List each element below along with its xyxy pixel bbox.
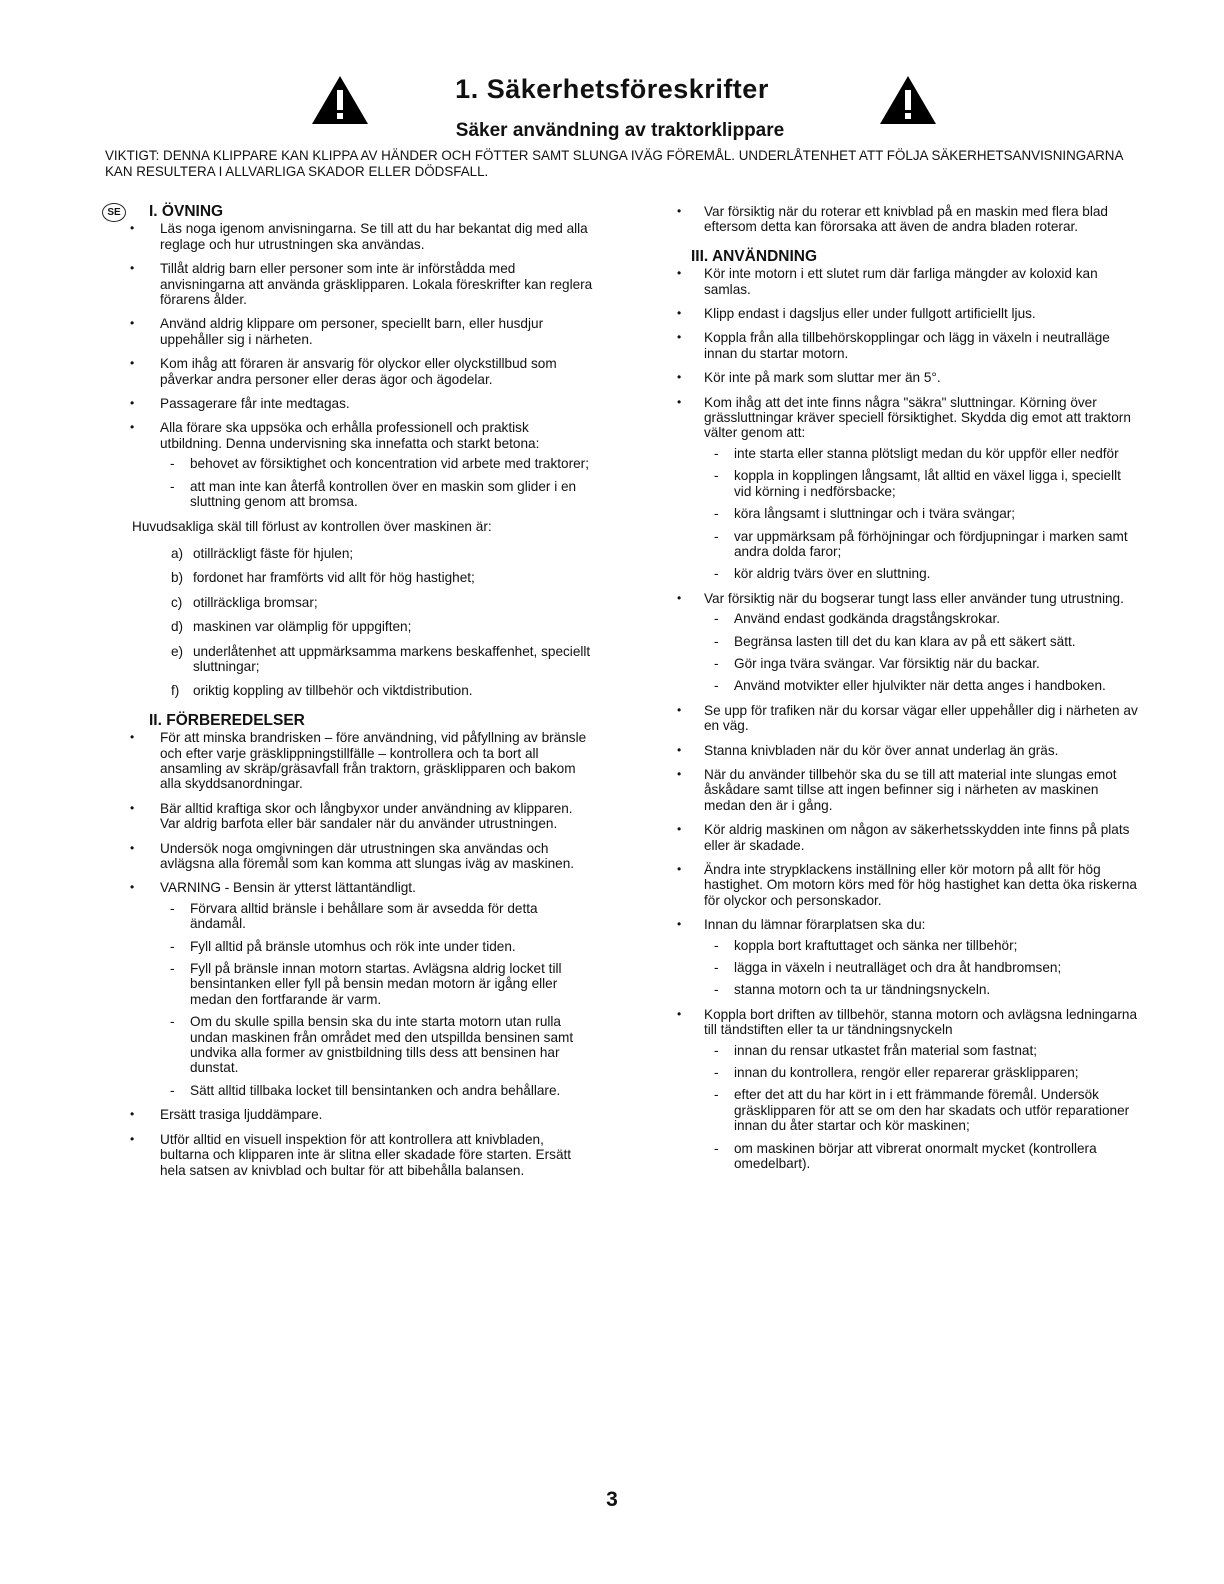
list-item: - behovet av försiktighet och koncentration vid arbete med traktorer; bbox=[160, 456, 594, 471]
list-item: • Koppla från alla tillbehörskopplingar och lägg in växeln i neutralläge innan du startar motorn. bbox=[672, 330, 1142, 361]
list-item: • Utför alltid en visuell inspektion för att kontrollera att knivbladen, bultarna och klipparen inte är slitna eller skadade före starten. Ersätt hela satsen av knivblad och bultar för att bibehålla balansen. bbox=[104, 1132, 594, 1178]
list-item bbox=[104, 595, 594, 610]
list-item bbox=[104, 570, 594, 585]
paragraph: Huvudsakliga skäl till förlust av kontrollen över maskinen är: bbox=[132, 518, 492, 534]
right-column bbox=[672, 204, 1142, 1181]
dash-list bbox=[160, 456, 594, 509]
list-letter: a) bbox=[171, 545, 184, 561]
list-item-text: otillräckligt fäste för hjulen; bbox=[193, 545, 354, 561]
list-item: • Kom ihåg att föraren är ansvarig för olyckor eller olyckstillbud som påverkar andra personer eller deras ägor och ägodelar. bbox=[104, 356, 594, 387]
warning-icon bbox=[878, 74, 938, 126]
list-item: - köra långsamt i sluttningar och i tvära svängar; bbox=[704, 506, 1142, 521]
list-item bbox=[104, 619, 594, 634]
bullet-list bbox=[672, 266, 1142, 1171]
list-item: • Ändra inte strypklackens inställning eller kör motorn på allt för hög hastighet. Om motorn körs med för hög hastighet kan detta öka riskerna för olyckor och personskador. bbox=[672, 862, 1142, 908]
list-item: - att man inte kan återfå kontrollen över en maskin som glider i en sluttning genom att bromsa. bbox=[160, 479, 594, 510]
list-item: • För att minska brandrisken – före användning, vid påfyllning av bränsle och efter varje gräsklippningstillfälle – kontrollera och ta bort all ansamling av skräp/gräsavfall från traktorn, gräsklipparen och bakom alla skyddsanordningar. bbox=[104, 730, 594, 792]
bullet-list bbox=[672, 204, 1142, 235]
list-item: - inte starta eller stanna plötsligt medan du kör uppför eller nedför bbox=[704, 446, 1142, 461]
page-subtitle: Säker användning av traktorklippare bbox=[455, 120, 785, 141]
list-item: • Kör aldrig maskinen om någon av säkerhetsskydden inte finns på plats eller är skadade. bbox=[672, 822, 1142, 853]
list-item-text: VARNING - Bensin är ytterst lättantändligt. bbox=[160, 880, 416, 896]
list-item: - om maskinen börjar att vibrerat onormalt mycket (kontrollera omedelbart). bbox=[704, 1141, 1142, 1172]
section-heading: I. ÖVNING bbox=[149, 203, 224, 220]
list-item bbox=[672, 591, 1142, 694]
list-item: • Använd aldrig klippare om personer, speciellt barn, eller husdjur uppehåller sig i närheten. bbox=[104, 316, 594, 347]
page-title: 1. Säkerhetsföreskrifter bbox=[455, 74, 769, 104]
list-item: • Kör inte på mark som sluttar mer än 5°. bbox=[672, 370, 1142, 385]
list-item: • Kör inte motorn i ett slutet rum där farliga mängder av koloxid kan samlas. bbox=[672, 266, 1142, 297]
language-badge-icon: SE bbox=[102, 203, 126, 222]
list-item: - Fyll på bränsle innan motorn startas. Avlägsna aldrig locket till bensintanken eller fyll på bensin medan motorn är igång eller medan den fortfarande är varm. bbox=[160, 961, 594, 1007]
bullet-list bbox=[104, 221, 594, 509]
list-item: - kör aldrig tvärs över en sluttning. bbox=[704, 566, 1142, 581]
list-item: - innan du kontrollera, rengör eller reparerar gräsklipparen; bbox=[704, 1065, 1142, 1080]
list-letter: b) bbox=[171, 570, 184, 586]
list-item: - Fyll alltid på bränsle utomhus och rök inte under tiden. bbox=[160, 939, 594, 954]
list-item bbox=[104, 683, 594, 698]
list-item: - Om du skulle spilla bensin ska du inte starta motorn utan rulla undan maskinen från området med den utspillda bensinen samt undvika alla former av gnistbildning tills dess att bensinen har dunstat. bbox=[160, 1014, 594, 1076]
list-item bbox=[104, 420, 594, 509]
list-item: - koppla bort kraftuttaget och sänka ner tillbehör; bbox=[704, 938, 1142, 953]
list-item: - innan du rensar utkastet från material som fastnat; bbox=[704, 1043, 1142, 1058]
dash-list bbox=[704, 611, 1142, 694]
list-item-text: oriktig koppling av tillbehör och viktdistribution. bbox=[193, 683, 473, 699]
dash-list bbox=[704, 446, 1142, 582]
list-item: • Klipp endast i dagsljus eller under fullgott artificiellt ljus. bbox=[672, 306, 1142, 321]
list-item: • Ersätt trasiga ljuddämpare. bbox=[104, 1107, 594, 1122]
list-letter: c) bbox=[171, 594, 183, 610]
list-item: • När du använder tillbehör ska du se till att material inte slungas emot åskådare samt tillse att ingen befinner sig i närheten av maskinen medan den är i gång. bbox=[672, 767, 1142, 813]
list-item: • Undersök noga omgivningen där utrustningen ska användas och avlägsna alla föremål som kan komma att slungas iväg av maskinen. bbox=[104, 841, 594, 872]
list-item: - var uppmärksam på förhöjningar och fördjupningar i marken samt andra dolda faror; bbox=[704, 529, 1142, 560]
page-number: 3 bbox=[606, 1488, 618, 1511]
list-item-text: Koppla bort driften av tillbehör, stanna motorn och avlägsna ledningarna till tändstiften eller ta ur tändningsnyckeln bbox=[704, 1006, 1138, 1038]
section-heading: III. ANVÄNDNING bbox=[691, 247, 818, 265]
list-item-text: underlåtenhet att uppmärksamma markens beskaffenhet, speciellt sluttningar; bbox=[193, 643, 591, 674]
dash-list bbox=[704, 938, 1142, 998]
list-item: • Se upp för trafiken när du korsar vägar eller uppehåller dig i närheten av en väg. bbox=[672, 703, 1142, 734]
important-notice: VIKTIGT: DENNA KLIPPARE KAN KLIPPA AV HÄNDER OCH FÖTTER SAMT SLUNGA IVÄG FÖREMÅL. UNDERLÅTENHET ATT FÖLJA SÄKERHETSANVISNINGARNA KAN RESULTERA I ALLVARLIGA SKADOR ELLER DÖDSFALL. bbox=[105, 148, 1123, 179]
list-item-text: Var försiktig när du bogserar tungt lass eller använder tung utrustning. bbox=[704, 590, 1124, 606]
list-item: • Tillåt aldrig barn eller personer som inte är införstådda med anvisningarna att använda gräsklipparen. Lokala föreskrifter kan reglera förarens ålder. bbox=[104, 261, 594, 307]
list-item: - efter det att du har kört in i ett främmande föremål. Undersök gräsklipparen för att se om den har skadats och utför reparationer innan du åter startar och kör maskinen; bbox=[704, 1087, 1142, 1133]
list-item-text: Innan du lämnar förarplatsen ska du: bbox=[704, 917, 926, 933]
dash-list bbox=[160, 901, 594, 1098]
list-letter: d) bbox=[171, 619, 184, 635]
list-item-text: maskinen var olämplig för uppgiften; bbox=[193, 619, 412, 635]
list-item: - stanna motorn och ta ur tändningsnyckeln. bbox=[704, 982, 1142, 997]
list-item-text: Kom ihåg att det inte finns några "säkra" sluttningar. Körning över grässluttningar kräver speciell försiktighet. Skydda dig emot att traktorn välter genom att: bbox=[704, 394, 1131, 441]
list-item: - Sätt alltid tillbaka locket till bensintanken och andra behållare. bbox=[160, 1083, 594, 1098]
page-header bbox=[0, 68, 1224, 148]
list-item bbox=[672, 917, 1142, 998]
list-item: - Gör inga tvära svängar. Var försiktig när du backar. bbox=[704, 656, 1142, 671]
list-item: • Bär alltid kraftiga skor och långbyxor under användning av klipparen. Var aldrig barfota eller bär sandaler när du använder utrustningen. bbox=[104, 801, 594, 832]
left-column bbox=[104, 204, 594, 1187]
list-item: • Stanna knivbladen när du kör över annat underlag än gräs. bbox=[672, 743, 1142, 758]
lettered-list bbox=[104, 546, 594, 699]
dash-list bbox=[704, 1043, 1142, 1172]
list-item: • Passagerare får inte medtagas. bbox=[104, 396, 594, 411]
list-item bbox=[104, 880, 594, 1098]
list-letter: f) bbox=[171, 683, 180, 699]
list-item bbox=[104, 546, 594, 561]
section-heading: II. FÖRBEREDELSER bbox=[149, 711, 305, 729]
list-item bbox=[104, 644, 594, 675]
list-item: - Förvara alltid bränsle i behållare som är avsedda för detta ändamål. bbox=[160, 901, 594, 932]
list-item: - Använd motvikter eller hjulvikter när detta anges i handboken. bbox=[704, 678, 1142, 693]
list-item: • Var försiktig när du roterar ett knivblad på en maskin med flera blad eftersom detta kan förorsaka att även de andra bladen roterar. bbox=[672, 204, 1142, 235]
list-item-text: otillräckliga bromsar; bbox=[193, 594, 318, 610]
list-item: • Läs noga igenom anvisningarna. Se till att du har bekantat dig med alla reglage och hur utrustningen ska användas. bbox=[104, 221, 594, 252]
list-item-text: fordonet har framförts vid allt för hög hastighet; bbox=[193, 570, 475, 586]
list-item bbox=[672, 395, 1142, 582]
list-item: - koppla in kopplingen långsamt, låt alltid en växel ligga i, speciellt vid körning i nedförsbacke; bbox=[704, 468, 1142, 499]
list-item: - lägga in växeln i neutralläget och dra åt handbromsen; bbox=[704, 960, 1142, 975]
list-letter: e) bbox=[171, 643, 184, 659]
list-item bbox=[672, 1007, 1142, 1172]
list-item-text: Alla förare ska uppsöka och erhålla professionell och praktisk utbildning. Denna undervisning ska innefatta och starkt betona: bbox=[160, 420, 540, 451]
list-item: - Begränsa lasten till det du kan klara av på ett säkert sätt. bbox=[704, 634, 1142, 649]
list-item: - Använd endast godkända dragstångskrokar. bbox=[704, 611, 1142, 626]
bullet-list bbox=[104, 730, 594, 1178]
